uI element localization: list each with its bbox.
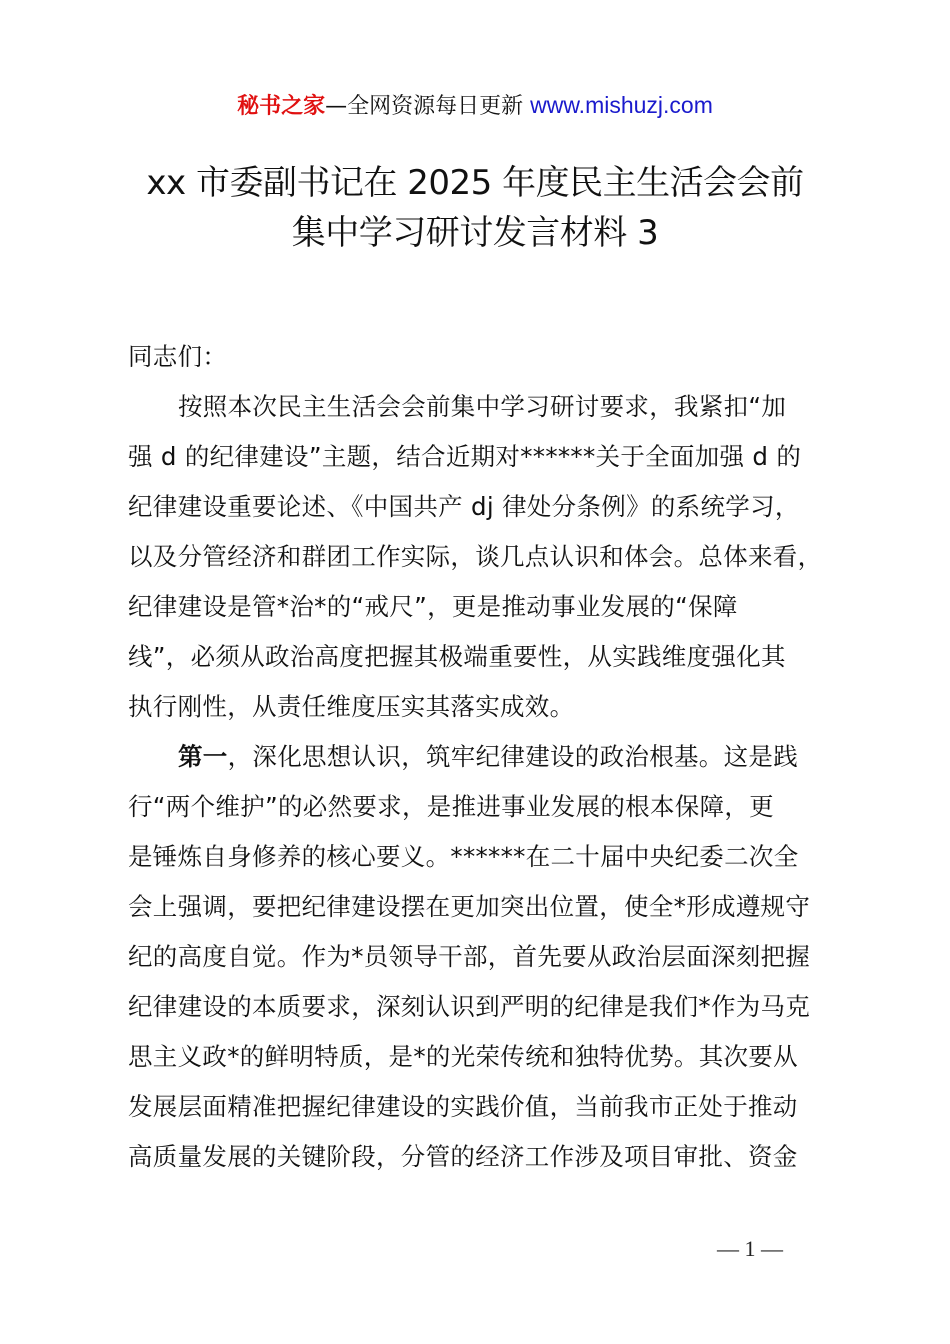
text-line: 纪律建设是管*治*的“戒尺”，更是推动事业发展的“保障 (128, 592, 738, 621)
salutation-text: 同志们： (128, 342, 228, 371)
text-line: 执行刚性，从责任维度压实其落实成效。 (128, 692, 575, 721)
text-line: 按照本次民主生活会会前集中学习研讨要求，我紧扣“加 (178, 392, 787, 421)
watermark-header (0, 88, 950, 124)
text-line: 发展层面精准把握纪律建设的实践价值，当前我市正处于推动 (128, 1092, 798, 1121)
text-line (128, 732, 832, 782)
title-line-2: 集中学习研讨发言材料 3 (291, 213, 659, 253)
text-line: 会上强调，要把纪律建设摆在更加突出位置，使全*形成遵规守 (128, 892, 811, 921)
title-line-1: xx 市委副书记在 2025 年度民主生活会会前 (146, 163, 804, 203)
text-line: 强 d 的纪律建设”主题，结合近期对******关于全面加强 d 的 (128, 442, 802, 471)
document-title (60, 158, 890, 258)
brand-name: 秘书之家 (237, 94, 326, 119)
brand-slogan: —全网资源每日更新 (325, 94, 531, 119)
text-line: 是锤炼自身修养的核心要义。******在二十届中央纪委二次全 (128, 842, 799, 871)
text-line: 行“两个维护”的必然要求，是推进事业发展的根本保障，更 (128, 792, 774, 821)
text-line: 思主义政*的鲜明特质，是*的光荣传统和独特优势。其次要从 (128, 1042, 798, 1071)
text-line: 纪律建设重要论述、《中国共产 dj 律处分条例》的系统学习， (128, 492, 800, 521)
section-lead-first: 第一 (178, 742, 228, 771)
salutation (128, 332, 832, 382)
paragraph-intro (128, 382, 832, 732)
page-number: — 1 — (717, 1236, 783, 1261)
text-line: 高质量发展的关键阶段，分管的经济工作涉及项目审批、资金 (128, 1142, 798, 1171)
brand-url-link[interactable]: www.mishuzj.com (530, 92, 713, 118)
text-line-rest: ，深化思想认识，筑牢纪律建设的政治根基。这是践 (227, 742, 799, 771)
text-line: 纪的高度自觉。作为*员领导干部，首先要从政治层面深刻把握 (128, 942, 811, 971)
text-line: 线”，必须从政治高度把握其极端重要性，从实践维度强化其 (128, 642, 786, 671)
text-line: 以及分管经济和群团工作实际，谈几点认识和体会。总体来看， (128, 542, 823, 571)
paragraph-first-point (128, 732, 832, 1182)
text-line: 纪律建设的本质要求，深刻认识到严明的纪律是我们*作为马克 (128, 992, 811, 1021)
document-body (128, 332, 832, 1182)
